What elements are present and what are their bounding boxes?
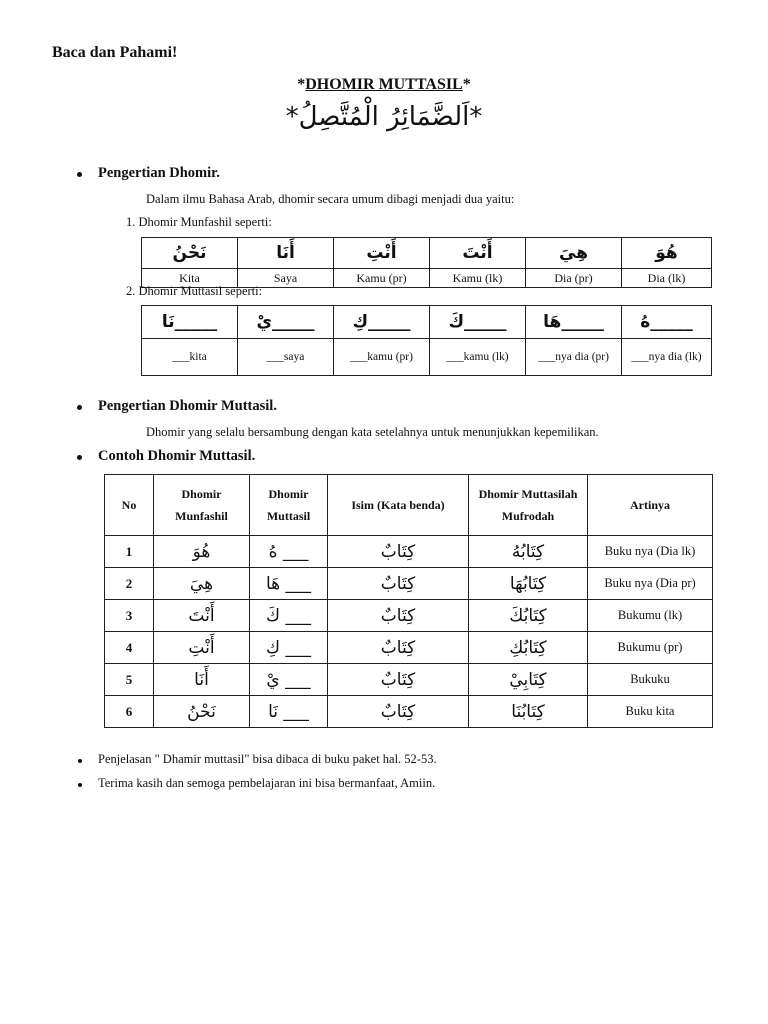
examples-table	[104, 474, 713, 728]
section1-intro: Dalam ilmu Bahasa Arab, dhomir secara umum dibagi menjadi dua yaitu:	[146, 192, 515, 206]
table-row	[105, 600, 713, 632]
table2-arabic: يْ_____	[238, 306, 334, 339]
row-no: 6	[105, 696, 154, 728]
table1-latin: Dia (pr)	[526, 269, 622, 288]
row-mufrodah: كِتَابُهَا	[469, 568, 588, 600]
table2-latin: ___nya dia (lk)	[622, 339, 712, 376]
col-header-artinya: Artinya	[588, 475, 713, 536]
row-isim: كِتَابٌ	[328, 632, 469, 664]
row-mufrodah: كِتَابُنَا	[469, 696, 588, 728]
bullet-icon	[78, 759, 82, 763]
table2-arabic: نَا_____	[142, 306, 238, 339]
col-header-isim: Isim (Kata benda)	[328, 475, 469, 536]
row-muttasil: ___ نَا	[250, 696, 328, 728]
page-title: Baca dan Pahami!	[52, 44, 178, 61]
row-mufrodah: كِتَابِيْ	[469, 664, 588, 696]
section1-item2: 2. Dhomir Muttasil seperti:	[126, 284, 263, 298]
table1-arabic: أَنَا	[238, 238, 334, 269]
row-muttasil: ___ هَا	[250, 568, 328, 600]
table2-latin: ___kita	[142, 339, 238, 376]
row-munfashil: هُوَ	[154, 536, 250, 568]
col-header-muttasil: Dhomir Muttasil	[250, 475, 328, 536]
table1-arabic: هِيَ	[526, 238, 622, 269]
row-artinya: Buku nya (Dia lk)	[588, 536, 713, 568]
row-munfashil: أَنَا	[154, 664, 250, 696]
row-artinya: Buku nya (Dia pr)	[588, 568, 713, 600]
bullet-icon	[78, 783, 82, 787]
table2-arabic: كَ_____	[430, 306, 526, 339]
row-muttasil: ___ يْ	[250, 664, 328, 696]
row-isim: كِتَابٌ	[328, 536, 469, 568]
muttasil-table	[141, 305, 712, 376]
table1-arabic: نَحْنُ	[142, 238, 238, 269]
table2-arabic: هَا_____	[526, 306, 622, 339]
row-mufrodah: كِتَابُكَ	[469, 600, 588, 632]
row-munfashil: أَنْتَ	[154, 600, 250, 632]
row-muttasil: ___ كِ	[250, 632, 328, 664]
section1-item1: 1. Dhomir Munfashil seperti:	[126, 215, 272, 229]
table2-latin: ___saya	[238, 339, 334, 376]
bullet-icon	[77, 405, 82, 410]
row-no: 4	[105, 632, 154, 664]
note-1: Penjelasan " Dhamir muttasil" bisa dibaca di buku paket hal. 52-53.	[98, 752, 437, 766]
table1-latin: Kamu (pr)	[334, 269, 430, 288]
main-heading: *DHOMIR MUTTASIL*	[297, 76, 471, 93]
row-mufrodah: كِتَابُهُ	[469, 536, 588, 568]
munfashil-table	[141, 237, 712, 288]
table1-arabic: أَنْتِ	[334, 238, 430, 269]
row-isim: كِتَابٌ	[328, 664, 469, 696]
col-header-no: No	[105, 475, 154, 536]
row-no: 5	[105, 664, 154, 696]
row-muttasil: ___ هُ	[250, 536, 328, 568]
table-row	[105, 664, 713, 696]
row-isim: كِتَابٌ	[328, 568, 469, 600]
table1-arabic: هُوَ	[622, 238, 712, 269]
bullet-icon	[77, 455, 82, 460]
table1-latin: Kamu (lk)	[430, 269, 526, 288]
table2-latin: ___kamu (pr)	[334, 339, 430, 376]
table-row	[105, 696, 713, 728]
col-header-mufrodah: Dhomir Muttasilah Mufrodah	[469, 475, 588, 536]
row-no: 3	[105, 600, 154, 632]
note-2: Terima kasih dan semoga pembelajaran ini bisa bermanfaat, Amiin.	[98, 776, 436, 790]
table-row	[105, 536, 713, 568]
table1-latin: Dia (lk)	[622, 269, 712, 288]
arabic-title: *اَلضَّمَائِرُ الْمُتَّصِلُ*	[285, 102, 483, 132]
bullet-icon	[77, 172, 82, 177]
row-artinya: Bukumu (pr)	[588, 632, 713, 664]
table1-latin: Saya	[238, 269, 334, 288]
table2-latin: ___kamu (lk)	[430, 339, 526, 376]
section3-title: Contoh Dhomir Muttasil.	[98, 448, 256, 464]
table2-arabic: هُ_____	[622, 306, 712, 339]
table-row	[105, 568, 713, 600]
row-artinya: Bukumu (lk)	[588, 600, 713, 632]
table-row	[105, 632, 713, 664]
col-header-munfashil: Dhomir Munfashil	[154, 475, 250, 536]
row-munfashil: هِيَ	[154, 568, 250, 600]
row-munfashil: أَنْتِ	[154, 632, 250, 664]
section2-title: Pengertian Dhomir Muttasil.	[98, 398, 277, 414]
row-muttasil: ___ كَ	[250, 600, 328, 632]
row-munfashil: نَحْنُ	[154, 696, 250, 728]
table1-arabic: أَنْتَ	[430, 238, 526, 269]
row-mufrodah: كِتَابُكِ	[469, 632, 588, 664]
row-no: 2	[105, 568, 154, 600]
heading-text: DHOMIR MUTTASIL	[305, 76, 463, 93]
row-artinya: Buku kita	[588, 696, 713, 728]
table1-latin: Kita	[142, 269, 238, 288]
section2-text: Dhomir yang selalu bersambung dengan kata setelahnya untuk menunjukkan kepemilikan.	[146, 425, 599, 439]
row-no: 1	[105, 536, 154, 568]
row-isim: كِتَابٌ	[328, 600, 469, 632]
section1-title: Pengertian Dhomir.	[98, 165, 220, 181]
table2-arabic: كِ_____	[334, 306, 430, 339]
row-isim: كِتَابٌ	[328, 696, 469, 728]
row-artinya: Bukuku	[588, 664, 713, 696]
table2-latin: ___nya dia (pr)	[526, 339, 622, 376]
